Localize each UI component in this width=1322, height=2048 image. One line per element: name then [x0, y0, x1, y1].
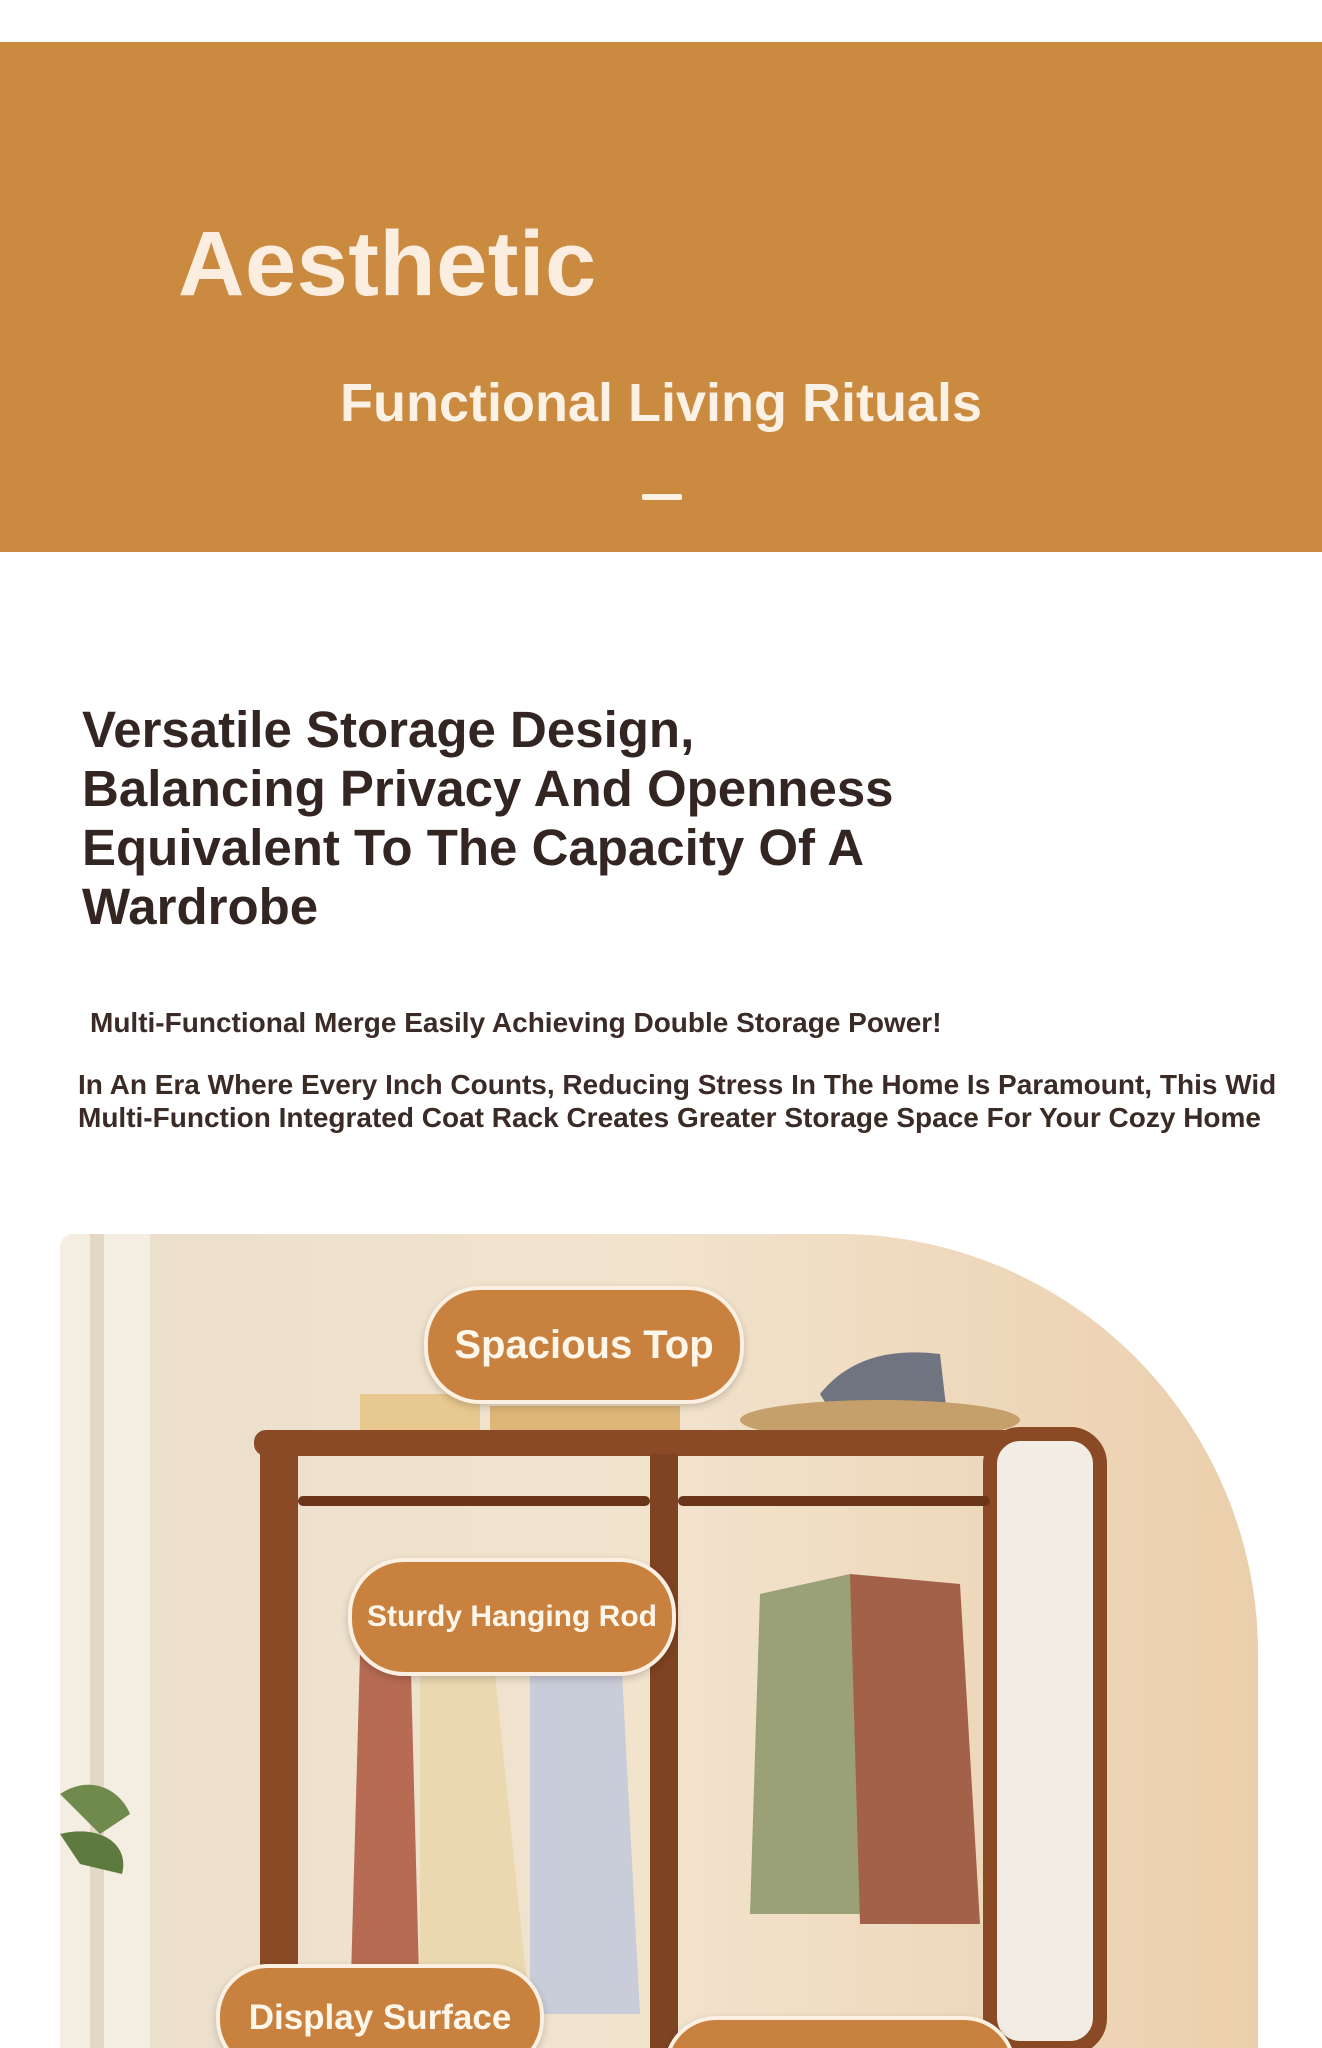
label-display-surface-text: Display Surface: [248, 1998, 512, 2037]
hanging-rod: [298, 1496, 650, 1506]
garment: [350, 1634, 420, 2014]
window-curtain: [60, 1234, 150, 2048]
paragraph-line: In An Era Where Every Inch Counts, Reducing Stress In The Home Is Paramount, This Wid: [78, 1069, 1277, 1100]
label-hanging-rod-text: Sturdy Hanging Rod: [367, 1600, 657, 1633]
hero-banner: [0, 42, 1322, 552]
description-paragraph: [78, 1068, 1322, 1134]
rack-middle-post: [650, 1454, 678, 2048]
hanging-rod: [678, 1496, 990, 1506]
garment-plaid: [850, 1574, 980, 1924]
label-spacious-top-text: Spacious Top: [454, 1322, 714, 1367]
product-photo: [60, 1234, 1258, 2048]
rack-side-panel: [990, 1434, 1100, 2048]
paragraph-line: Multi-Function Integrated Coat Rack Creates Greater Storage Space For Your Cozy Home: [78, 1102, 1261, 1133]
banner-title: Aesthetic: [178, 213, 597, 315]
curtain-fold: [90, 1234, 104, 2048]
rack-top-shelf: [254, 1430, 1074, 1456]
label-spacious-top: [424, 1286, 744, 1404]
section-headline: [82, 700, 942, 936]
rack-left-post: [260, 1454, 298, 2048]
headline-line: Equivalent To The Capacity Of A: [82, 819, 865, 876]
banner-subtitle: Functional Living Rituals: [339, 373, 982, 433]
label-cropped: [664, 2016, 1016, 2048]
headline-line: Versatile Storage Design,: [82, 701, 695, 758]
label-display-surface: [216, 1964, 544, 2048]
label-hanging-rod: [348, 1558, 676, 1676]
headline-line: Balancing Privacy And Openness: [82, 760, 894, 817]
headline-line: Wardrobe: [82, 878, 319, 935]
banner-divider: [642, 494, 682, 500]
tagline: Multi-Functional Merge Easily Achieving Double Storage Power!: [90, 1007, 942, 1038]
